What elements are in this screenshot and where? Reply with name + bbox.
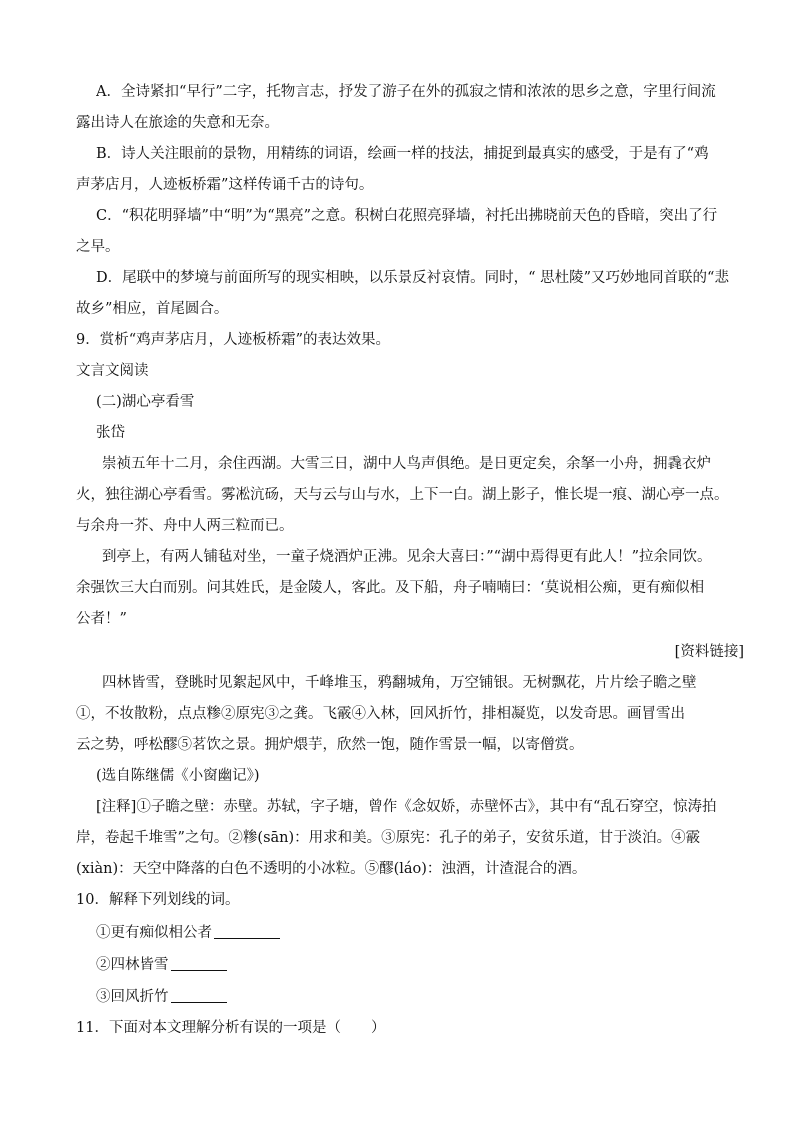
- essay-p1-line2: 火，独往湖心亭看雪。雾凇沆砀，天与云与山与水，上下一白。湖上影子，惟长堤一痕、湖心亭一点。: [76, 487, 729, 503]
- q10-item-3-text: ③回风折竹: [96, 989, 169, 1005]
- essay-author: 张岱: [96, 425, 125, 441]
- q10-item-3: [96, 987, 746, 1007]
- q10-item-1: [96, 923, 746, 943]
- option-a-line1: A．全诗紧扣“早行”二字，托物言志，抒发了游子在外的孤寂之情和浓浓的思乡之意，字里行间流: [96, 84, 716, 100]
- option-a-line2: 露出诗人在旅途的失意和无奈。: [76, 115, 279, 131]
- option-c-line2: 之早。: [76, 239, 120, 255]
- link-p-line1: 四林皆雪，登眺时见絮起风中，千峰堆玉，鸦翻城角，万空铺银。无树飘花，片片绘子瞻之壁: [102, 675, 697, 691]
- link-p-line3: 云之势，呼松醪⑤茗饮之景。拥炉煨芋，欣然一饱，随作雪景一幅，以寄僧赏。: [76, 737, 584, 753]
- question-11: [76, 1018, 746, 1038]
- option-d-line1: D．尾联中的梦境与前面所写的现实相映，以乐景反衬哀情。同时，“ 思杜陵”又巧妙地同首联的“悲: [96, 270, 729, 286]
- essay-p2-line1: 到亭上，有两人铺毡对坐，一童子烧酒炉正沸。见余大喜曰：”“湖中焉得更有此人！”拉余同饮。: [102, 549, 712, 565]
- section-title: 文言文阅读: [76, 363, 149, 379]
- option-b-line1: B．诗人关注眼前的景物，用精练的词语，绘画一样的技法，捕捉到最真实的感受，于是有了“鸡: [96, 146, 709, 162]
- answer-blank-1[interactable]: [214, 924, 280, 939]
- option-c-line1: C．“积花明驿墙”中“明”为“黑亮”之意。积树白花照亮驿墙，衬托出拂晓前天色的昏暗，突出了行: [96, 208, 718, 224]
- essay-p2-line3: 公者！”: [76, 611, 127, 627]
- option-d-line2: 故乡”相应，首尾圆合。: [76, 301, 229, 317]
- question-10: 10．解释下列划线的词。: [76, 892, 240, 908]
- link-p-line2: ①，不妆散粉，点点糁②原宪③之龚。飞霰④入林，回风折竹，排相凝览，以发奇思。画冒雪出: [76, 706, 685, 722]
- answer-blank-3[interactable]: [171, 988, 227, 1003]
- essay-p2-line2: 余强饮三大白而别。问其姓氏，是金陵人，客此。及下船，舟子喃喃曰：‘莫说相公痴，更有痴似相: [76, 580, 705, 596]
- notes-line1: [注释]①子瞻之壁：赤壁。苏轼，字子塘，曾作《念奴娇，赤壁怀古》，其中有“乱石穿空，惊涛拍: [96, 799, 717, 815]
- notes-line2: 岸，卷起千堆雪”之句。②糁(sān)：用求和美。③原宪：孔子的弟子，安贫乐道，甘于淡泊。④霰: [76, 830, 701, 846]
- q10-item-1-text: ①更有痴似相公者: [96, 925, 212, 941]
- question-9: 9．赏析“鸡声茅店月，人迹板桥霜”的表达效果。: [76, 332, 391, 348]
- q11-close: ）: [370, 1020, 386, 1036]
- q10-item-2-text: ②四林皆雪: [96, 957, 169, 973]
- essay-p1-line3: 与余舟一芥、舟中人两三粒而已。: [76, 518, 294, 534]
- link-source: (选自陈继儒《小窗幽记》): [96, 768, 260, 784]
- q10-item-2: [96, 955, 746, 975]
- essay-title: (二)湖心亭看雪: [96, 394, 195, 410]
- q11-prompt: 11．下面对本文理解分析有误的一项是（: [76, 1020, 341, 1036]
- notes-line3: (xiàn)：天空中降落的白色不透明的小冰粒。⑤醪(láo)：浊酒，计渣混合的酒。: [76, 861, 587, 877]
- essay-p1-line1: 崇祯五年十二月，余住西湖。大雪三日，湖中人鸟声俱绝。是日更定矣，余拏一小舟，拥毳衣炉: [102, 456, 711, 472]
- option-b-line2: 声茅店月，人迹板桥霜”这样传诵千古的诗句。: [76, 177, 374, 193]
- resource-link-label: [资料链接]: [674, 644, 744, 660]
- answer-blank-2[interactable]: [171, 956, 227, 971]
